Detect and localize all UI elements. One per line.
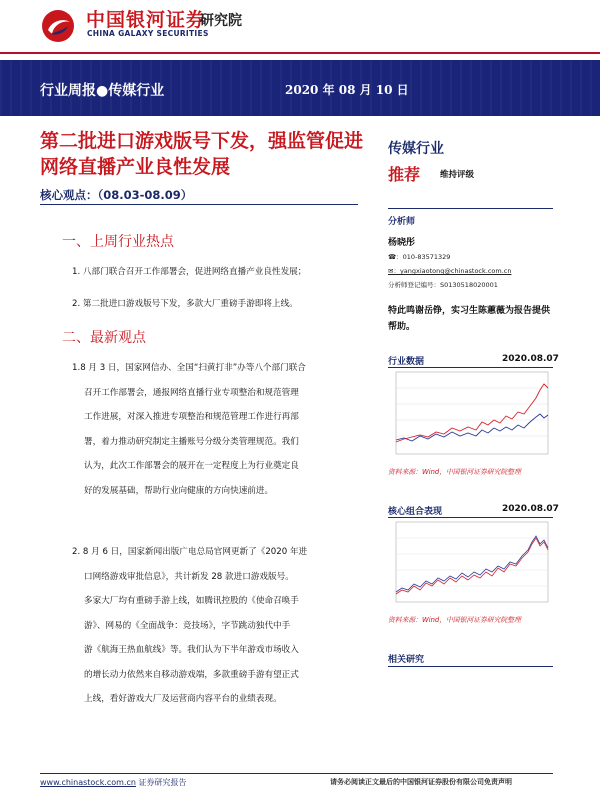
portfolio-date: 2020.08.07 (502, 504, 559, 514)
sidebar-divider (388, 208, 553, 209)
market-data-divider (388, 367, 553, 368)
footer-disclaimer: 请务必阅读正文最后的中国银河证券股份有限公司免责声明 (330, 778, 512, 786)
portfolio-source: 资料来源：Wind，中国银河证券研究院整理 (388, 616, 521, 624)
title-divider (40, 204, 358, 205)
company-logo-icon (40, 8, 76, 44)
portfolio-divider (388, 517, 553, 518)
analyst-cert: 分析师登记编号：S0130518020001 (388, 281, 498, 289)
company-name-cn: 中国银河证券 (86, 9, 207, 31)
section-heading-hotspots: 一、上周行业热点 (62, 234, 174, 250)
sidebar-rating-sub: 维持评级 (440, 170, 475, 180)
header-divider (0, 52, 600, 54)
analyst-email[interactable]: ✉：yangxiaotong@chinastock.com.cn (388, 267, 512, 275)
market-data-source: 资料来源：Wind，中国银河证券研究院整理 (388, 468, 521, 476)
paragraph-line: 召开工作部署会，通报网络直播行业专项整治和规范管理 (84, 387, 299, 398)
sidebar-industry: 传媒行业 (388, 141, 444, 157)
acknowledgement: 特此鸣谢岳铮，实习生陈蕙薇为报告提供帮助。 (388, 306, 551, 332)
core-view-label: 核心观点：（08.03-08.09） (40, 188, 193, 202)
hotspot-item-1: 1. 八部门联合召开工作部署会，促进网络直播产业良性发展； (72, 267, 307, 277)
company-name-en: CHINA GALAXY SECURITIES (87, 29, 209, 38)
market-chart (382, 370, 552, 462)
view-paragraph-1 (72, 356, 362, 503)
paragraph-line: 2. 8 月 6 日，国家新闻出版广电总局官网更新了《2020 年进 (72, 547, 308, 557)
related-research-divider (388, 666, 553, 667)
paragraph-line: 多家大厂均有重磅手游上线，如腾讯控股的《使命召唤手 (84, 596, 299, 606)
related-research-label: 相关研究 (388, 655, 425, 665)
market-data-label: 行业数据 (388, 357, 425, 367)
market-data-date: 2020.08.07 (502, 354, 559, 364)
section-heading-views: 二、最新观点 (62, 330, 146, 346)
hotspot-item-2: 2. 第二批进口游戏版号下发，多款大厂重磅手游即将上线。 (72, 299, 298, 309)
view-paragraph-2 (72, 540, 362, 712)
institute-label: 研究院 (200, 13, 242, 29)
report-date: 2020 年 08 月 10 日 (285, 83, 409, 97)
paragraph-line: 游《航海王热血航线》等。我们认为下半年游戏市场收入 (84, 645, 299, 655)
paragraph-line: 工作进展，对深入推进专项整治和规范管理工作进行再部 (84, 412, 299, 422)
paragraph-line: 上线，看好游戏大厂及运营商内容平台的业绩表现。 (84, 694, 282, 704)
paragraph-line: 游》、网易的《全面战争：竞技场》，字节跳动独代中手 (84, 620, 291, 631)
paragraph-line: 署，着力推动研究制定主播账号分级分类管理规范。我们 (84, 436, 299, 447)
report-title: 第二批进口游戏版号下发，强监管促进网络直播产业良性发展 (40, 130, 364, 178)
footer-link (40, 777, 187, 788)
footer-url-suffix: 证券研究报告 (135, 778, 187, 787)
paragraph-line: 的增长动力依然来自移动游戏端，多款重磅手游有望正式 (84, 669, 299, 680)
portfolio-chart (382, 520, 552, 608)
paragraph-line: 口网络游戏审批信息》，共计新发 28 款进口游戏版号。 (84, 571, 294, 582)
report-type: 行业周报●传媒行业 (40, 83, 165, 99)
footer-url[interactable]: www.chinastock.com.cn (40, 778, 136, 787)
analyst-phone: ☎：010-83571329 (388, 253, 451, 261)
analyst-name: 杨晓彤 (388, 238, 416, 248)
sidebar-rating: 推荐 (388, 165, 421, 184)
paragraph-line: 1.8 月 3 日，国家网信办、全国“扫黄打非”办等八个部门联合 (72, 363, 306, 373)
portfolio-label: 核心组合表现 (388, 507, 443, 517)
analyst-label: 分析师 (388, 217, 416, 227)
paragraph-line: 好的发展基础，帮助行业向健康的方向快速前进。 (84, 485, 274, 496)
paragraph-line: 认为，此次工作部署会的展开在一定程度上为行业奠定良 (84, 461, 299, 471)
footer-divider (40, 773, 553, 774)
